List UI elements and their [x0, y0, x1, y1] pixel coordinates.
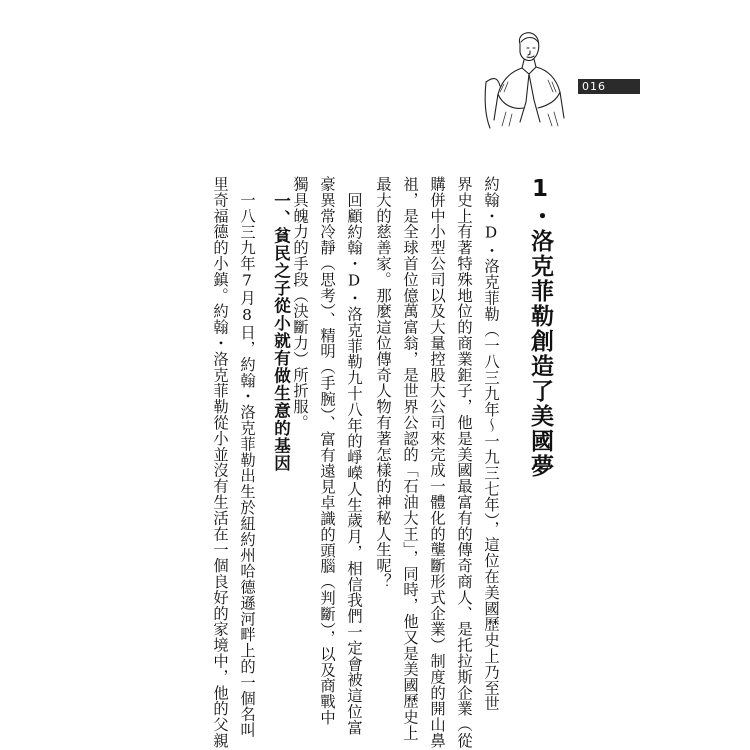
body-line-2: 界史上有著特殊地位的商業鉅子，他是美國最富有的傳奇商人、是托拉斯企業（從 — [455, 176, 473, 749]
body-line-1: 約翰・D・洛克菲勒（一八三九年～一九三七年），這位在美國歷史上乃至世 — [482, 176, 500, 712]
body-line-3: 購併中小型公司以及大量控股大公司來完成一體化的壟斷形式企業）制度的開山鼻 — [428, 176, 446, 749]
body-line-7: 豪異常冷靜（思考）、精明（手腕）、富有遠見卓識的頭腦（判斷），以及商戰中 — [318, 176, 336, 726]
body-line-4: 祖，是全球首位億萬富翁，是世界公認的「石油大王」，同時，他又是美國歷史上 — [401, 176, 419, 741]
body-line-5: 最大的慈善家。那麼這位傳奇人物有著怎樣的神秘人生呢？ — [374, 176, 392, 590]
portrait-illustration-icon — [476, 22, 574, 130]
body-line-6: 回顧約翰・D・洛克菲勒九十八年的崢嶸人生歲月，相信我們一定會被這位富 — [345, 192, 363, 736]
body-line-9: 一八三九年7月8日，約翰・洛克菲勒出生於紐約州哈德遜河畔上的一個名叫 — [238, 192, 256, 738]
page-number-badge: 016 — [578, 79, 640, 94]
body-line-8: 獨具魄力的手段（決斷力）所折服。 — [291, 176, 309, 431]
body-line-10: 里奇福德的小鎮。約翰・洛克菲勒從小並沒有生活在一個良好的家境中，他的父親 — [211, 176, 229, 749]
chapter-title: 1・洛克菲勒創造了美國夢 — [527, 176, 553, 479]
section-title: 一、貧民之子從小就有做生意的基因 — [271, 192, 291, 472]
